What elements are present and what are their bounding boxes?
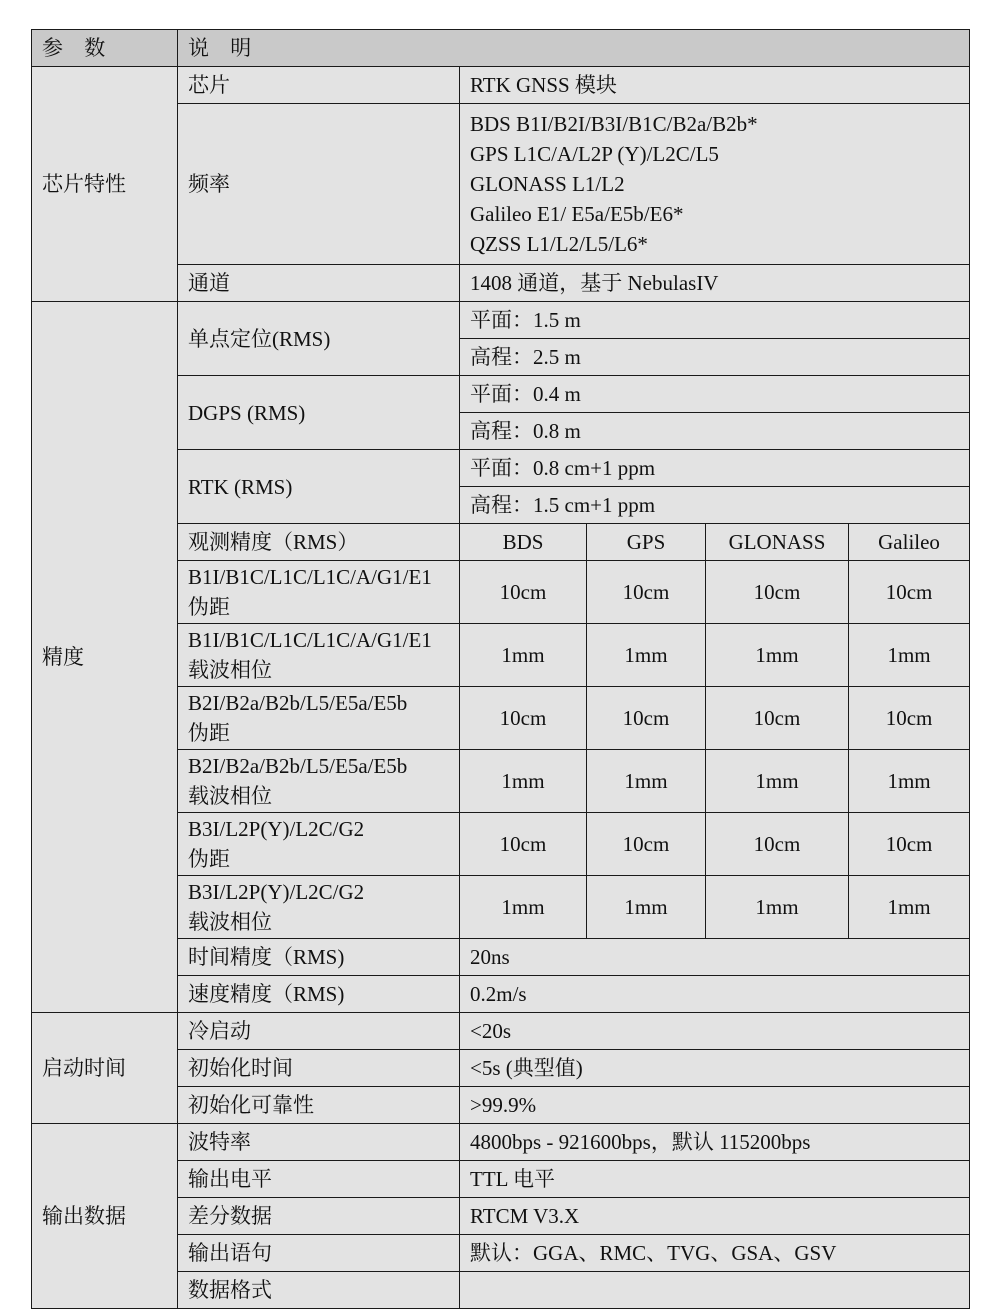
param-value: <5s (典型值) [460,1050,970,1087]
param-value: 0.2m/s [460,976,970,1013]
category-startup: 启动时间 [32,1013,178,1124]
obs-signal-label: B1I/B1C/L1C/L1C/A/G1/E1 伪距 [178,561,460,624]
obs-value: 1mm [587,750,706,813]
frequency-list [460,104,970,265]
obs-value: 1mm [587,876,706,939]
param-value: 1408 通道，基于 NebulasIV [460,265,970,302]
obs-signal-label: B1I/B1C/L1C/L1C/A/G1/E1 载波相位 [178,624,460,687]
frequency-line: BDS B1I/B2I/B3I/B1C/B2a/B2b* [470,112,758,136]
param-label: 单点定位(RMS) [178,302,460,376]
obs-value: 10cm [706,561,849,624]
system-header: GPS [587,524,706,561]
param-label: 芯片 [178,67,460,104]
param-value: 平面：1.5 m [460,302,970,339]
param-value: <20s [460,1013,970,1050]
obs-signal-label: B2I/B2a/B2b/L5/E5a/E5b 载波相位 [178,750,460,813]
system-header: BDS [460,524,587,561]
obs-value: 10cm [460,561,587,624]
obs-value: 1mm [460,750,587,813]
frequency-line: Galileo E1/ E5a/E5b/E6* [470,202,684,226]
obs-value: 1mm [460,624,587,687]
param-label: 差分数据 [178,1198,460,1235]
obs-value: 10cm [587,561,706,624]
param-value: 4800bps - 921600bps，默认 115200bps [460,1124,970,1161]
param-value: 20ns [460,939,970,976]
param-value: TTL 电平 [460,1161,970,1198]
param-label: 数据格式 [178,1272,460,1309]
system-header: Galileo [849,524,970,561]
param-label: 冷启动 [178,1013,460,1050]
obs-value: 10cm [849,561,970,624]
param-label: 波特率 [178,1124,460,1161]
param-label: 速度精度（RMS) [178,976,460,1013]
param-label: 频率 [178,104,460,265]
obs-value: 1mm [706,876,849,939]
system-header: GLONASS [706,524,849,561]
obs-value: 1mm [849,624,970,687]
param-label: 输出语句 [178,1235,460,1272]
header-desc: 说 明 [178,30,970,67]
param-label: 输出电平 [178,1161,460,1198]
param-label: 时间精度（RMS) [178,939,460,976]
param-label: 初始化时间 [178,1050,460,1087]
param-value: 高程：2.5 m [460,339,970,376]
param-value: 高程：0.8 m [460,413,970,450]
frequency-line: GPS L1C/A/L2P (Y)/L2C/L5 [470,142,719,166]
table-row [32,1124,970,1161]
obs-value: 10cm [706,813,849,876]
param-label: DGPS (RMS) [178,376,460,450]
obs-value: 10cm [706,687,849,750]
obs-value: 10cm [460,687,587,750]
param-label: 观测精度（RMS） [178,524,460,561]
header-param: 参 数 [32,30,178,67]
obs-value: 10cm [587,687,706,750]
param-value: 平面：0.8 cm+1 ppm [460,450,970,487]
frequency-line: GLONASS L1/L2 [470,172,625,196]
param-label: 初始化可靠性 [178,1087,460,1124]
param-value: RTCM V3.X [460,1198,970,1235]
table-row [32,302,970,339]
obs-value: 10cm [460,813,587,876]
category-output: 输出数据 [32,1124,178,1309]
obs-value: 1mm [849,750,970,813]
param-label: RTK (RMS) [178,450,460,524]
param-value: RTK GNSS 模块 [460,67,970,104]
category-chip: 芯片特性 [32,67,178,302]
param-value: 高程：1.5 cm+1 ppm [460,487,970,524]
obs-value: 1mm [587,624,706,687]
spec-table [31,29,970,1309]
param-value: >99.9% [460,1087,970,1124]
param-value: 平面：0.4 m [460,376,970,413]
obs-value: 10cm [587,813,706,876]
category-accuracy: 精度 [32,302,178,1013]
param-value: 默认：GGA、RMC、TVG、GSA、GSV [460,1235,970,1272]
obs-value: 1mm [706,750,849,813]
obs-value: 10cm [849,687,970,750]
obs-signal-label: B3I/L2P(Y)/L2C/G2 伪距 [178,813,460,876]
obs-signal-label: B2I/B2a/B2b/L5/E5a/E5b 伪距 [178,687,460,750]
obs-value: 1mm [460,876,587,939]
obs-value: 10cm [849,813,970,876]
param-value [460,1272,970,1309]
obs-value: 1mm [849,876,970,939]
table-row [32,1013,970,1050]
param-label: 通道 [178,265,460,302]
obs-signal-label: B3I/L2P(Y)/L2C/G2 载波相位 [178,876,460,939]
header-row [32,30,970,67]
obs-value: 1mm [706,624,849,687]
frequency-line: QZSS L1/L2/L5/L6* [470,232,648,256]
table-row [32,67,970,104]
